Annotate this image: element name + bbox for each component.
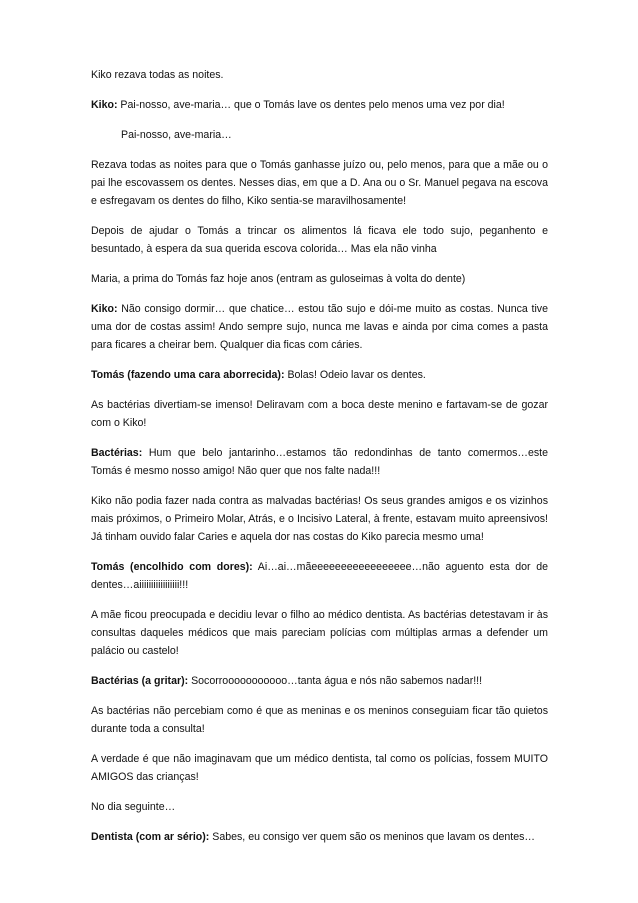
paragraph	[91, 672, 548, 690]
speaker-label: Tomás (encolhido com dores):	[91, 561, 253, 573]
paragraph-text: A verdade é que não imaginavam que um médico dentista, tal como os polícias, fossem MUITO AMIGOS das crianças!	[91, 753, 548, 783]
paragraph-text: Kiko rezava todas as noites.	[91, 69, 224, 81]
paragraph	[91, 396, 548, 432]
paragraph	[91, 96, 548, 114]
paragraph-text: Kiko não podia fazer nada contra as malvadas bactérias! Os seus grandes amigos e os vizinhos mais próximos, o Primeiro Molar, Atrás, e o Incisivo Lateral, à frente, estavam muito apreensivos! Já tinham ouvido falar Caries e aquela dor nas costas do Kiko parecia mesmo uma!	[91, 495, 548, 543]
paragraph	[91, 222, 548, 258]
paragraph	[91, 66, 548, 84]
paragraph	[91, 444, 548, 480]
paragraph	[91, 126, 548, 144]
paragraph	[91, 366, 548, 384]
speaker-label: Bactérias (a gritar):	[91, 675, 189, 687]
speaker-label: Kiko:	[91, 303, 118, 315]
speaker-label: Dentista (com ar sério):	[91, 831, 210, 843]
paragraph-text: Maria, a prima do Tomás faz hoje anos (entram as guloseimas à volta do dente)	[91, 273, 466, 285]
paragraph-text: Socorrooooooooooo…tanta água e nós não sabemos nadar!!!	[188, 675, 483, 687]
paragraph	[91, 558, 548, 594]
speaker-label: Kiko:	[91, 99, 118, 111]
paragraph-text: As bactérias não percebiam como é que as meninas e os meninos conseguiam ficar tão quietos durante toda a consulta!	[91, 705, 548, 735]
paragraph-text: Bolas! Odeio lavar os dentes.	[284, 369, 426, 381]
speaker-label: Bactérias:	[91, 447, 143, 459]
paragraph	[91, 300, 548, 354]
paragraph	[91, 156, 548, 210]
paragraph-text: Rezava todas as noites para que o Tomás ganhasse juízo ou, pelo menos, para que a mãe ou o pai lhe escovassem os dentes. Nesses dias, em que a D. Ana ou o Sr. Manuel pegava na escova e esfregavam os dentes do filho, Kiko sentia-se maravilhosamente!	[91, 159, 548, 207]
paragraph-text: As bactérias divertiam-se imenso! Deliravam com a boca deste menino e fartavam-se de gozar com o Kiko!	[91, 399, 548, 429]
paragraph-text: Hum que belo jantarinho…estamos tão redondinhas de tanto comermos…este Tomás é mesmo nosso amigo! Não quer que nos falte nada!!!	[91, 447, 548, 477]
paragraph-text: Ai…ai…mãeeeeeeeeeeeeeeeee…não aguento esta dor de dentes…aiiiiiiiiiiiiiiiii!!!	[91, 561, 548, 591]
paragraph	[91, 702, 548, 738]
paragraph-text: Sabes, eu consigo ver quem são os meninos que lavam os dentes…	[209, 831, 535, 843]
speaker-label: Tomás (fazendo uma cara aborrecida):	[91, 369, 285, 381]
paragraph	[91, 492, 548, 546]
paragraph-text: A mãe ficou preocupada e decidiu levar o filho ao médico dentista. As bactérias detestavam ir às consultas daqueles médicos que mais pareciam polícias com múltiplas armas a defender um palácio ou castelo!	[91, 609, 548, 657]
document-page	[91, 66, 548, 846]
paragraph	[91, 828, 548, 846]
paragraph-text: No dia seguinte…	[91, 801, 176, 813]
paragraph-text: Depois de ajudar o Tomás a trincar os alimentos lá ficava ele todo sujo, peganhento e besuntado, à espera da sua querida escova colorida… Mas ela não vinha	[91, 225, 548, 255]
paragraph	[91, 750, 548, 786]
paragraph	[91, 798, 548, 816]
paragraph-text: Não consigo dormir… que chatice… estou tão sujo e dói-me muito as costas. Nunca tive uma dor de costas assim! Ando sempre sujo, nunca me lavas e ainda por cima comes a pasta para ficares a cheirar bem. Qualquer dia ficas com cáries.	[91, 303, 548, 351]
paragraph	[91, 606, 548, 660]
paragraph	[91, 270, 548, 288]
paragraph-text: Pai-nosso, ave-maria…	[121, 129, 232, 141]
paragraph-text: Pai-nosso, ave-maria… que o Tomás lave os dentes pelo menos uma vez por dia!	[117, 99, 505, 111]
